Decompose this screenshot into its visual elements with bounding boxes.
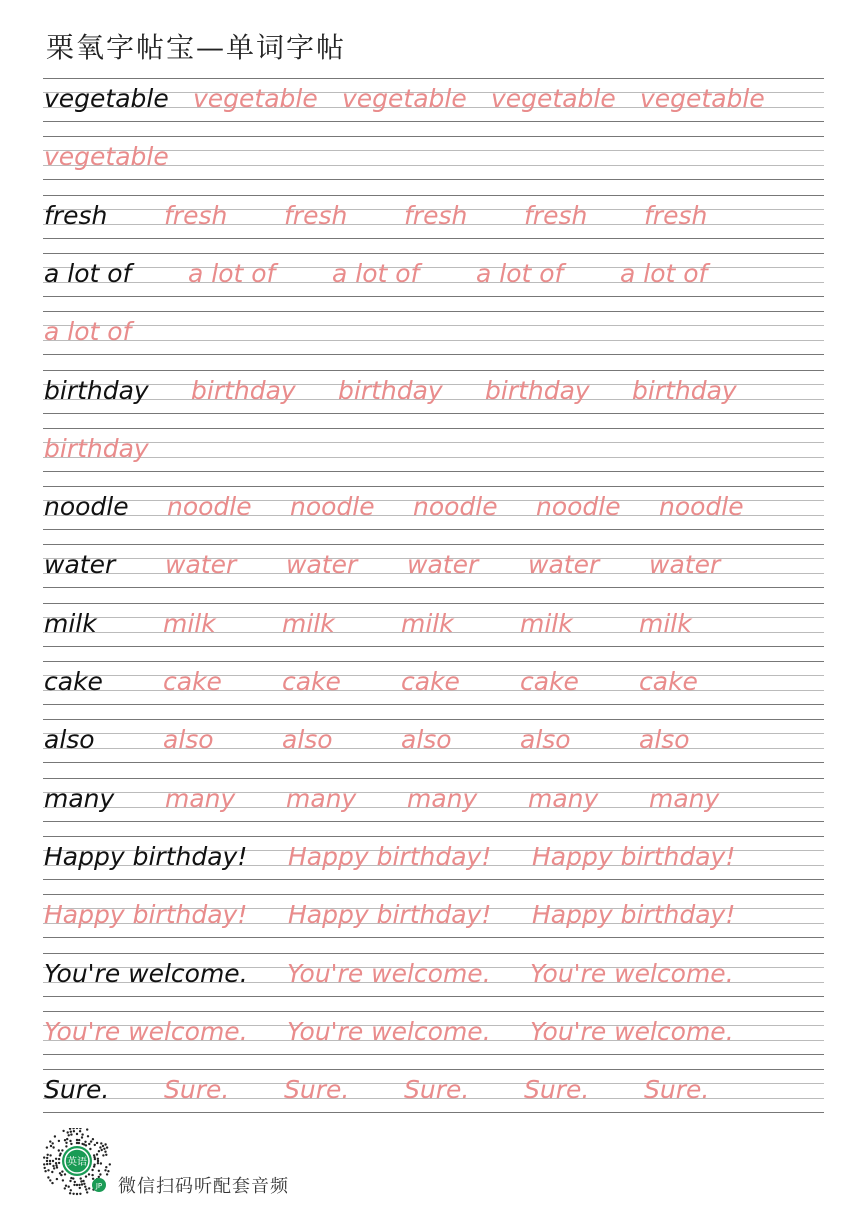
trace-word: Happy birthday! bbox=[532, 900, 736, 930]
guide-line bbox=[43, 1054, 824, 1055]
model-word: cake bbox=[44, 667, 103, 696]
guide-line bbox=[43, 821, 824, 822]
trace-word: You're welcome. bbox=[287, 1016, 491, 1046]
guide-line bbox=[43, 471, 824, 472]
trace-word: noodle bbox=[167, 492, 252, 522]
trace-word: Sure. bbox=[164, 1075, 230, 1105]
trace-word: fresh bbox=[164, 200, 228, 230]
trace-word: noodle bbox=[536, 492, 621, 522]
guide-line bbox=[43, 894, 824, 895]
trace-word: You're welcome. bbox=[530, 1016, 734, 1046]
model-word: birthday bbox=[44, 375, 149, 405]
guide-line bbox=[43, 1112, 824, 1113]
guide-line bbox=[43, 442, 824, 443]
trace-word: fresh bbox=[404, 200, 468, 230]
trace-word: water bbox=[286, 550, 358, 580]
trace-word: noodle bbox=[290, 492, 375, 522]
guide-line bbox=[43, 704, 824, 705]
model-word: also bbox=[44, 725, 95, 755]
trace-word: vegetable bbox=[342, 84, 467, 113]
trace-word: You're welcome. bbox=[44, 1016, 248, 1046]
trace-word: milk bbox=[520, 608, 573, 638]
practice-row bbox=[43, 428, 824, 486]
page-title: 栗氧字帖宝—单词字帖 bbox=[46, 31, 347, 64]
trace-word: a lot of bbox=[44, 317, 132, 347]
model-word: noodle bbox=[44, 492, 129, 522]
model-word: Sure. bbox=[44, 1075, 110, 1105]
model-word: vegetable bbox=[44, 84, 169, 113]
trace-word: water bbox=[165, 550, 237, 580]
guide-line bbox=[43, 179, 824, 180]
practice-row bbox=[43, 1069, 824, 1127]
trace-word: many bbox=[528, 783, 599, 813]
guide-line bbox=[43, 1011, 824, 1012]
model-word: fresh bbox=[44, 200, 108, 230]
trace-word: also bbox=[401, 725, 452, 755]
trace-word: Happy birthday! bbox=[288, 841, 492, 871]
trace-word: milk bbox=[401, 608, 454, 638]
practice-row bbox=[43, 661, 824, 719]
trace-word: milk bbox=[639, 608, 692, 638]
trace-word: many bbox=[286, 783, 357, 813]
trace-word: Happy birthday! bbox=[288, 900, 492, 930]
guide-line bbox=[43, 296, 824, 297]
trace-word: water bbox=[528, 550, 600, 580]
trace-word: birthday bbox=[338, 375, 443, 405]
trace-word: water bbox=[407, 550, 479, 580]
trace-word: many bbox=[649, 783, 720, 813]
trace-word: water bbox=[649, 550, 721, 580]
practice-row bbox=[43, 953, 824, 1011]
trace-word: Sure. bbox=[524, 1075, 590, 1105]
guide-line bbox=[43, 457, 824, 458]
guide-line bbox=[43, 486, 824, 487]
trace-word: vegetable bbox=[491, 84, 616, 113]
trace-word: fresh bbox=[284, 200, 348, 230]
practice-row bbox=[43, 719, 824, 777]
practice-row bbox=[43, 603, 824, 661]
model-word: milk bbox=[44, 608, 97, 638]
trace-word: cake bbox=[163, 667, 222, 696]
guide-line bbox=[43, 311, 824, 312]
trace-word: fresh bbox=[644, 200, 708, 230]
guide-line bbox=[43, 78, 824, 79]
audio-caption: 微信扫码听配套音频 bbox=[118, 1176, 289, 1197]
guide-line bbox=[43, 762, 824, 763]
model-word: many bbox=[44, 783, 115, 813]
trace-word: Sure. bbox=[404, 1075, 470, 1105]
practice-row bbox=[43, 778, 824, 836]
guide-line bbox=[43, 325, 824, 326]
practice-row bbox=[43, 311, 824, 369]
guide-line bbox=[43, 937, 824, 938]
practice-row bbox=[43, 1011, 824, 1069]
trace-word: many bbox=[165, 783, 236, 813]
guide-line bbox=[43, 413, 824, 414]
guide-line bbox=[43, 340, 824, 341]
qr-badge-label: 英语 bbox=[67, 1157, 87, 1168]
trace-word: noodle bbox=[659, 492, 744, 522]
trace-word: also bbox=[282, 725, 333, 755]
guide-line bbox=[43, 836, 824, 837]
practice-row bbox=[43, 544, 824, 602]
practice-row bbox=[43, 253, 824, 311]
trace-word: a lot of bbox=[188, 258, 276, 288]
trace-word: noodle bbox=[413, 492, 498, 522]
guide-line bbox=[43, 661, 824, 662]
trace-word: Happy birthday! bbox=[532, 841, 736, 871]
guide-line bbox=[43, 136, 824, 137]
guide-line bbox=[43, 354, 824, 355]
practice-row bbox=[43, 136, 824, 194]
guide-line bbox=[43, 529, 824, 530]
trace-word: also bbox=[520, 725, 571, 755]
guide-line bbox=[43, 544, 824, 545]
guide-line bbox=[43, 719, 824, 720]
guide-line bbox=[43, 587, 824, 588]
guide-line bbox=[43, 1069, 824, 1070]
trace-word: fresh bbox=[524, 200, 588, 230]
trace-word: also bbox=[639, 725, 690, 755]
trace-word: vegetable bbox=[44, 142, 169, 172]
qr-corner-label: JP bbox=[95, 1182, 103, 1190]
guide-line bbox=[43, 646, 824, 647]
trace-word: cake bbox=[520, 667, 579, 696]
model-word: Happy birthday! bbox=[44, 841, 248, 871]
trace-word: You're welcome. bbox=[287, 958, 491, 988]
trace-word: milk bbox=[163, 608, 216, 638]
trace-word: birthday bbox=[191, 375, 296, 405]
guide-line bbox=[43, 370, 824, 371]
model-word: You're welcome. bbox=[44, 958, 248, 988]
guide-line bbox=[43, 428, 824, 429]
practice-row bbox=[43, 195, 824, 253]
guide-line bbox=[43, 253, 824, 254]
trace-word: a lot of bbox=[620, 258, 708, 288]
trace-word: a lot of bbox=[332, 258, 420, 288]
practice-row bbox=[43, 78, 824, 136]
trace-word: also bbox=[163, 725, 214, 755]
trace-word: Sure. bbox=[644, 1075, 710, 1105]
trace-word: cake bbox=[401, 667, 460, 696]
practice-row bbox=[43, 894, 824, 952]
guide-line bbox=[43, 603, 824, 604]
trace-word: You're welcome. bbox=[530, 958, 734, 988]
trace-word: a lot of bbox=[476, 258, 564, 288]
trace-word: vegetable bbox=[640, 84, 765, 113]
guide-line bbox=[43, 238, 824, 239]
trace-word: birthday bbox=[44, 433, 149, 463]
qr-code-icon[interactable] bbox=[42, 1128, 112, 1198]
footer bbox=[42, 1128, 442, 1198]
practice-row bbox=[43, 370, 824, 428]
model-word: a lot of bbox=[44, 258, 132, 288]
guide-line bbox=[43, 778, 824, 779]
trace-word: many bbox=[407, 783, 478, 813]
practice-row bbox=[43, 836, 824, 894]
guide-line bbox=[43, 195, 824, 196]
trace-word: Happy birthday! bbox=[44, 900, 248, 930]
trace-word: birthday bbox=[632, 375, 737, 405]
trace-word: birthday bbox=[485, 375, 590, 405]
guide-line bbox=[43, 953, 824, 954]
model-word: water bbox=[44, 550, 116, 580]
guide-line bbox=[43, 121, 824, 122]
trace-word: milk bbox=[282, 608, 335, 638]
practice-row bbox=[43, 486, 824, 544]
guide-line bbox=[43, 879, 824, 880]
trace-word: cake bbox=[282, 667, 341, 696]
trace-word: cake bbox=[639, 667, 698, 696]
guide-line bbox=[43, 996, 824, 997]
trace-word: vegetable bbox=[193, 84, 318, 113]
trace-word: Sure. bbox=[284, 1075, 350, 1105]
